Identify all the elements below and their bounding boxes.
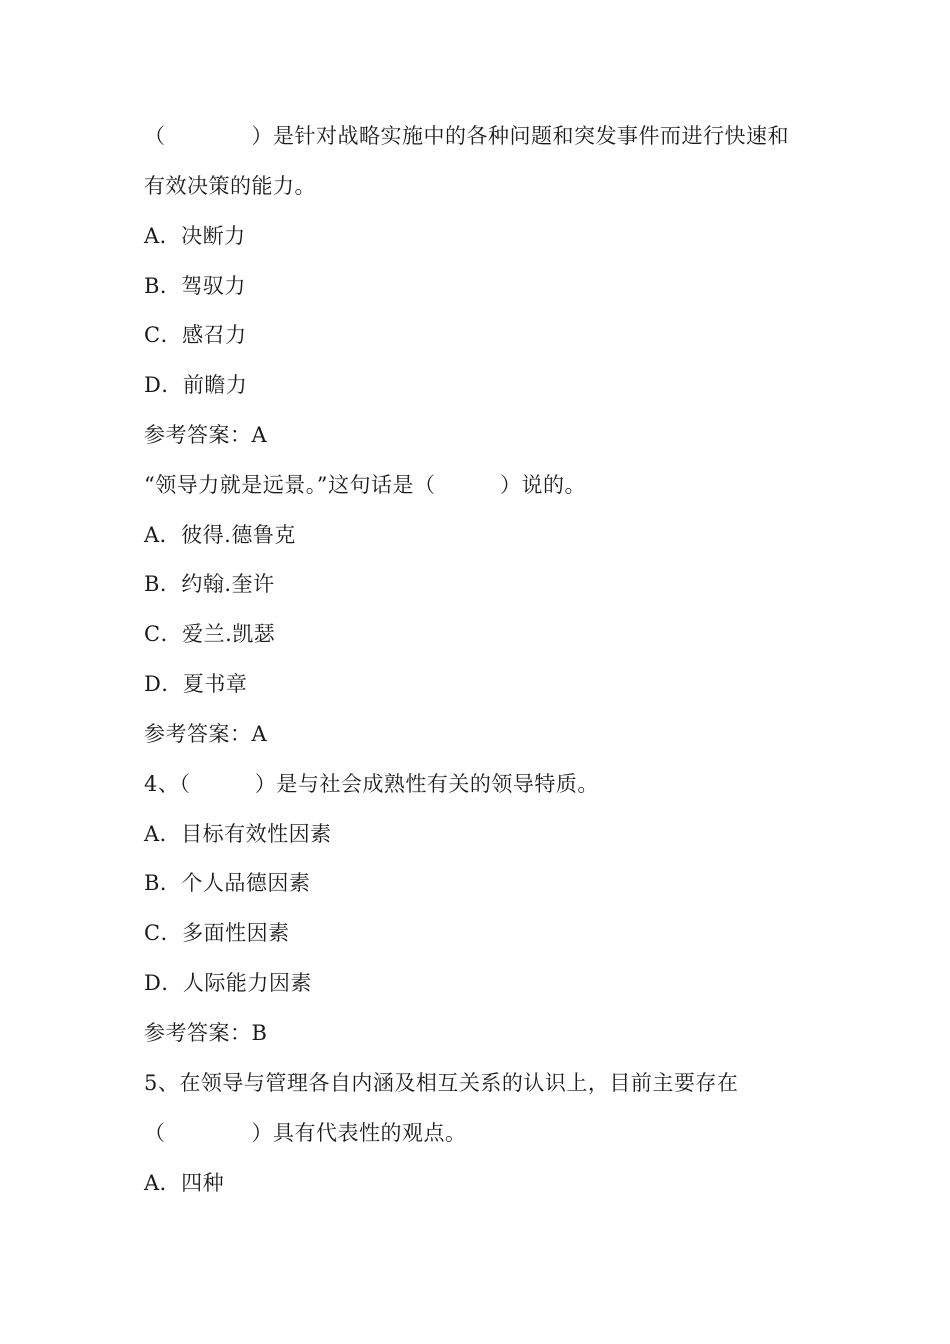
reference-answer: 参考答案：A: [144, 423, 268, 447]
option-b: B．驾驭力: [144, 274, 246, 298]
option-d: D．人际能力因素: [144, 971, 312, 995]
question-text: （ ）是针对战略实施中的各种问题和突发事件而进行快速和: [144, 124, 789, 148]
question-text: 4、（ ）是与社会成熟性有关的领导特质。: [144, 772, 599, 796]
question-text: 5、在领导与管理各自内涵及相互关系的认识上，目前主要存在: [144, 1071, 739, 1095]
option-a: A．彼得.德鲁克: [144, 523, 296, 547]
option-d: D．前瞻力: [144, 373, 248, 397]
option-d: D．夏书章: [144, 672, 248, 696]
reference-answer: 参考答案：B: [144, 1021, 268, 1045]
question-text: （ ）具有代表性的观点。: [144, 1121, 467, 1145]
question-text: “领导力就是远景。”这句话是（ ）说的。: [144, 473, 586, 497]
option-b: B．个人品德因素: [144, 871, 311, 895]
option-c: C．感召力: [144, 323, 247, 347]
option-c: C．多面性因素: [144, 921, 290, 945]
option-a: A．四种: [144, 1171, 225, 1195]
reference-answer: 参考答案：A: [144, 722, 268, 746]
option-a: A．决断力: [144, 224, 246, 248]
question-text: 有效决策的能力。: [144, 174, 316, 198]
option-b: B．约翰.奎许: [144, 572, 275, 596]
option-a: A．目标有效性因素: [144, 822, 332, 846]
option-c: C．爱兰.凯瑟: [144, 622, 276, 646]
